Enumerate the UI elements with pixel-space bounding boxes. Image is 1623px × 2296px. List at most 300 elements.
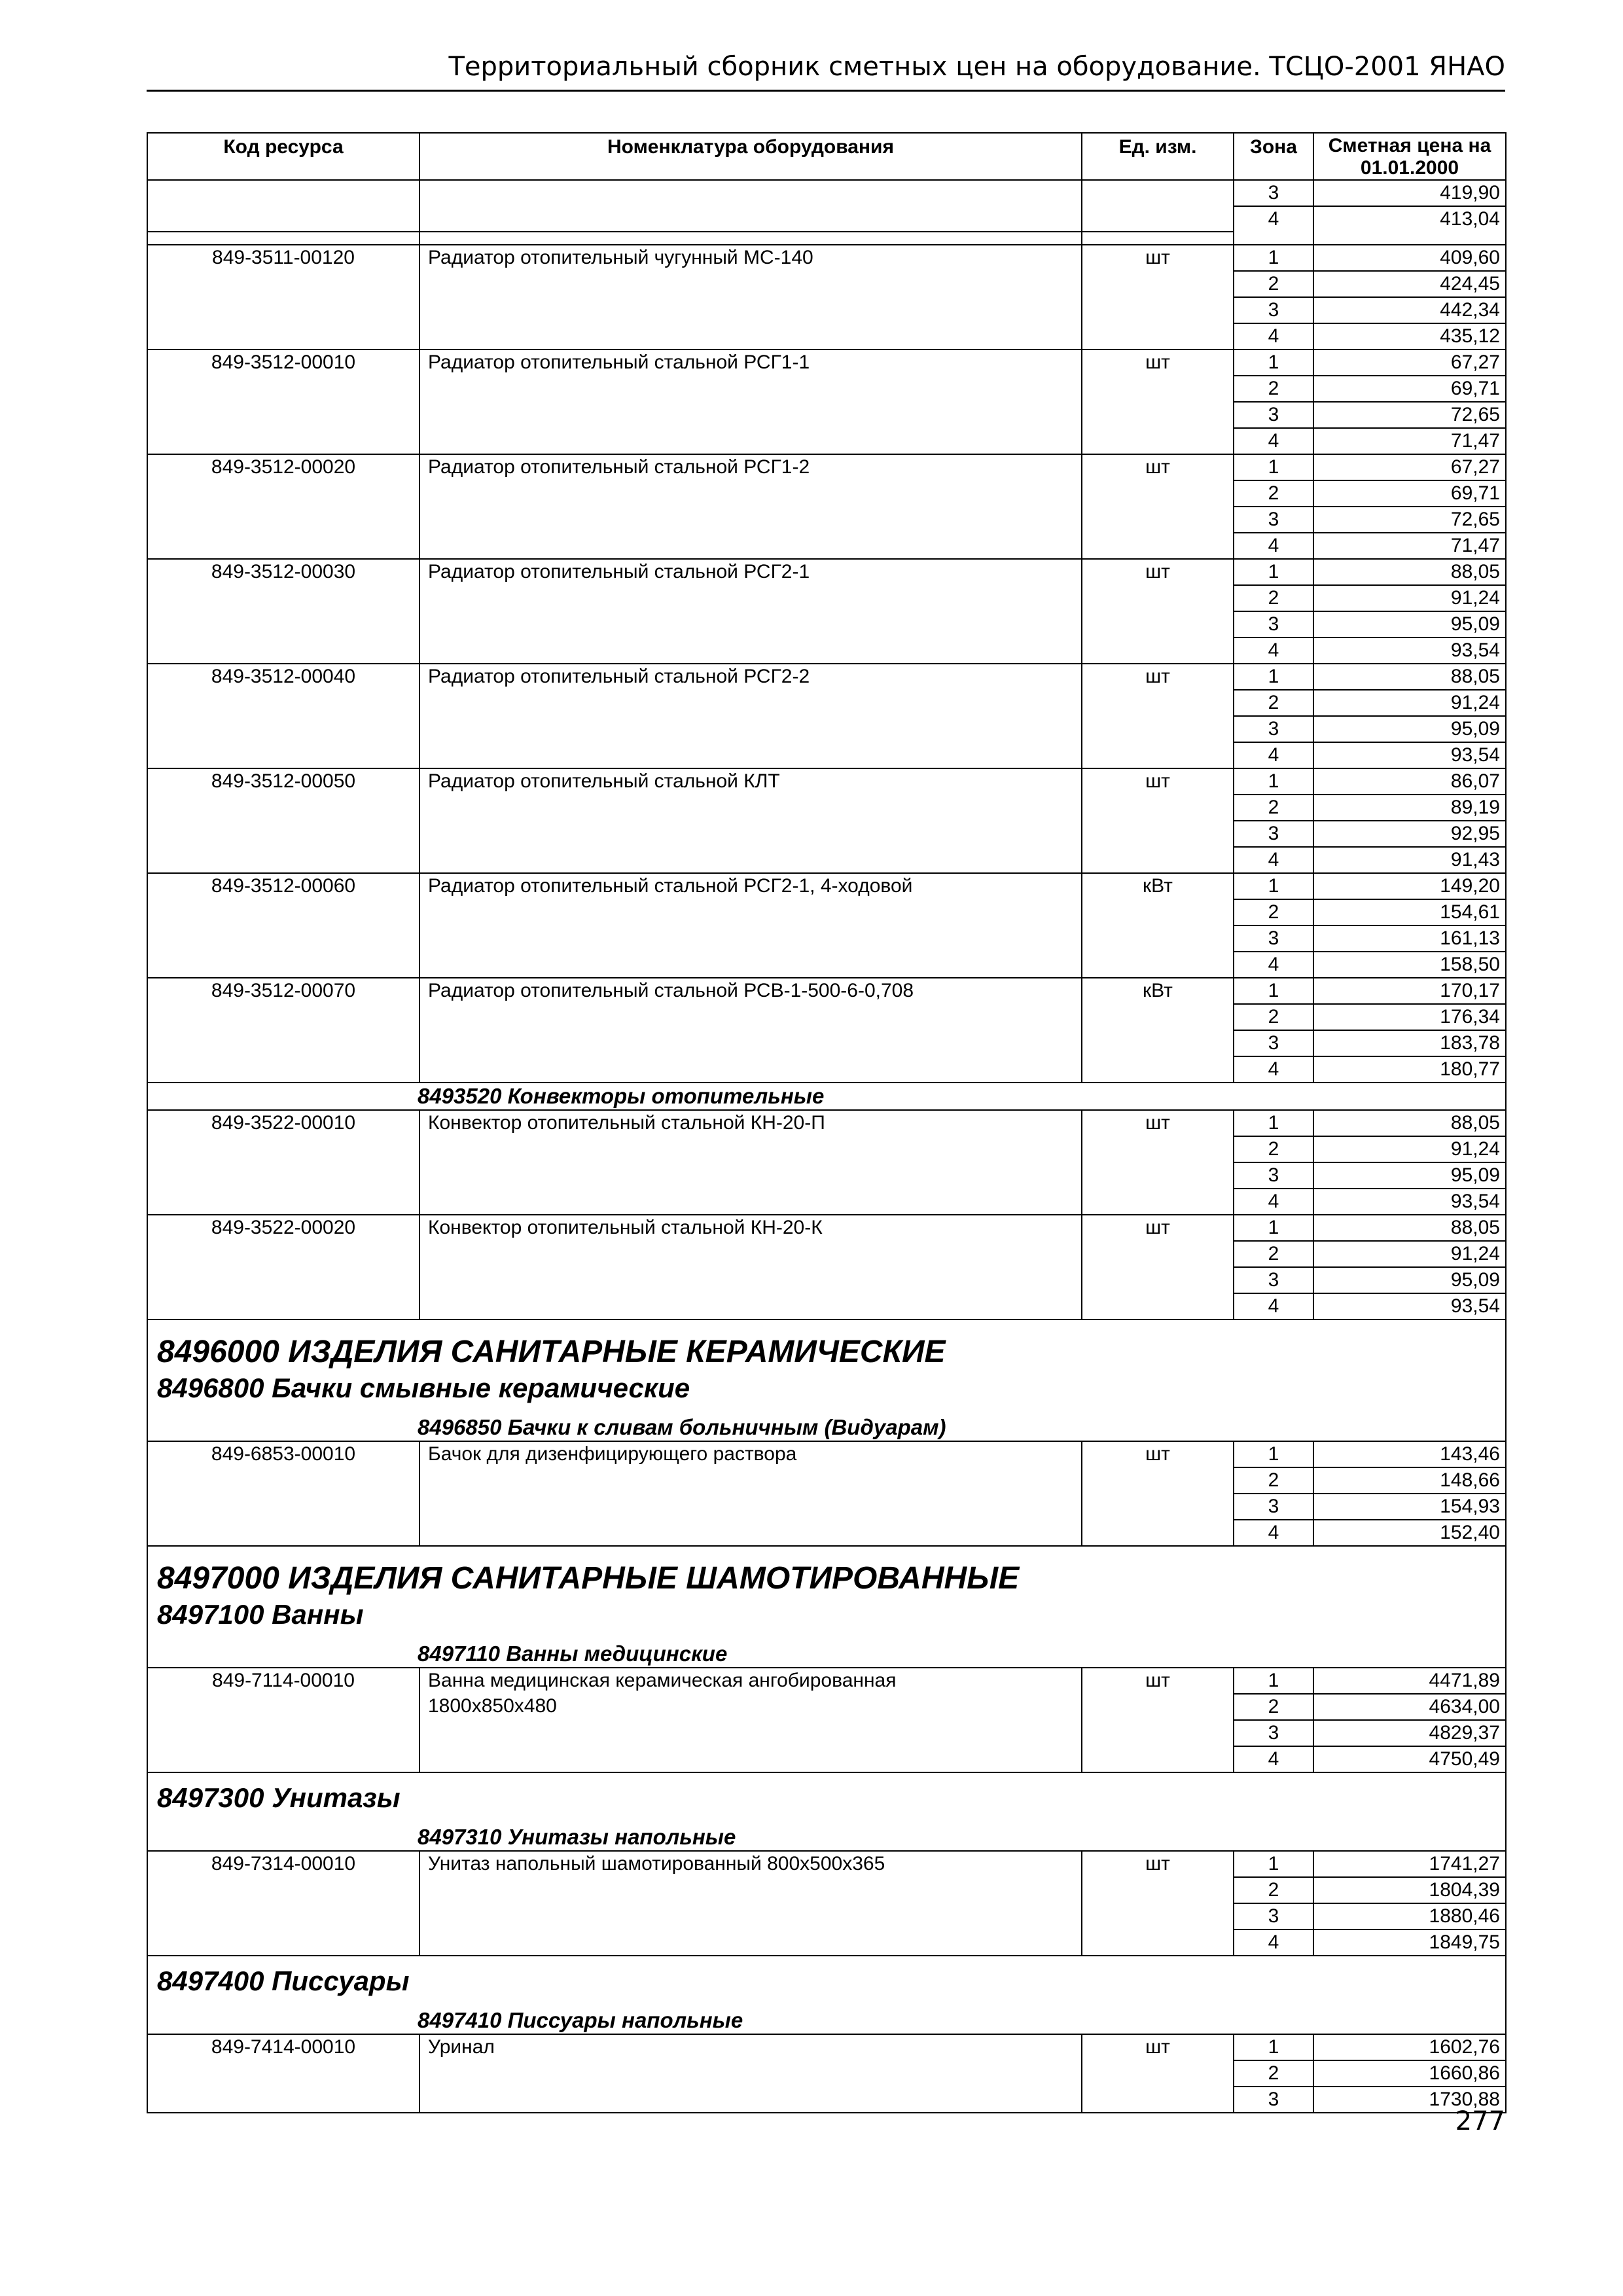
col-header-name: Номенклатура оборудования — [419, 133, 1082, 180]
item-name: Унитаз напольный шамотированный 800х500х365 — [419, 1851, 1082, 1877]
zone-row — [147, 1467, 1506, 1494]
section-heading: 8496000 ИЗДЕЛИЯ САНИТАРНЫЕ КЕРАМИЧЕСКИЕ — [147, 1319, 1506, 1371]
item-name: Радиатор отопительный стальной КЛТ — [419, 768, 1082, 795]
resource-code: 849-7314-00010 — [147, 1851, 419, 1877]
section-heading: 8497300 Унитазы — [147, 1772, 1506, 1815]
item-name: Радиатор отопительный стальной РСГ1-2 — [419, 454, 1082, 480]
resource-code-empty — [147, 428, 419, 454]
col-header-unit: Ед. изм. — [1082, 133, 1234, 180]
resource-code-empty — [147, 1877, 419, 1903]
price-cell: 183,78 — [1313, 1030, 1506, 1056]
item-name-cont — [419, 1056, 1082, 1083]
resource-code-empty — [147, 925, 419, 952]
item-name-cont — [419, 795, 1082, 821]
zone-row — [147, 376, 1506, 402]
spacer-cell — [1313, 232, 1506, 245]
table-row — [147, 873, 1506, 899]
resource-code-empty — [147, 1267, 419, 1293]
unit-cell-empty — [1082, 795, 1234, 821]
resource-code-empty — [147, 1189, 419, 1215]
item-name-cont — [419, 1267, 1082, 1293]
item-name-cont — [419, 480, 1082, 507]
zone-row — [147, 480, 1506, 507]
price-cell: 152,40 — [1313, 1520, 1506, 1546]
item-name-cont — [419, 952, 1082, 978]
unit-cell-empty — [1082, 297, 1234, 323]
price-cell: 88,05 — [1313, 664, 1506, 690]
unit-cell-empty — [1082, 742, 1234, 768]
zone-row — [147, 323, 1506, 350]
price-cell: 91,24 — [1313, 690, 1506, 716]
price-cell: 95,09 — [1313, 716, 1506, 742]
resource-code: 849-3511-00120 — [147, 245, 419, 271]
zone-cell: 1 — [1234, 1215, 1313, 1241]
resource-code-empty — [147, 533, 419, 559]
price-table-body — [147, 133, 1506, 2113]
item-name-cont — [419, 742, 1082, 768]
page-header — [147, 50, 1505, 92]
item-name-cont — [419, 428, 1082, 454]
price-cell: 435,12 — [1313, 323, 1506, 350]
item-name-cont — [419, 1720, 1082, 1746]
item-name-cont — [419, 716, 1082, 742]
item-name-cont — [419, 206, 1082, 232]
zone-row — [147, 1030, 1506, 1056]
zone-row — [147, 795, 1506, 821]
zone-row — [147, 1136, 1506, 1162]
resource-code-empty — [147, 1293, 419, 1319]
resource-code-empty — [147, 716, 419, 742]
section-heading: 8497410 Писсуары напольные — [147, 1998, 1506, 2034]
resource-code-empty — [147, 323, 419, 350]
resource-code-empty — [147, 2060, 419, 2087]
price-cell: 442,34 — [1313, 297, 1506, 323]
unit-cell-empty — [1082, 690, 1234, 716]
zone-cell: 3 — [1234, 611, 1313, 637]
resource-code-empty — [147, 1162, 419, 1189]
resource-code-empty — [147, 795, 419, 821]
spacer-row — [147, 232, 1506, 245]
unit-cell-empty — [1082, 1267, 1234, 1293]
item-name: Бачок для дизенфицирующего раствора — [419, 1441, 1082, 1467]
zone-cell: 3 — [1234, 1030, 1313, 1056]
zone-row — [147, 1162, 1506, 1189]
resource-code-empty — [147, 1694, 419, 1720]
zone-row — [147, 1877, 1506, 1903]
price-cell: 1602,76 — [1313, 2034, 1506, 2060]
unit-cell-empty — [1082, 376, 1234, 402]
unit-cell: кВт — [1082, 873, 1234, 899]
unit-cell: шт — [1082, 350, 1234, 376]
unit-cell-empty — [1082, 899, 1234, 925]
section-heading-row — [147, 1998, 1506, 2034]
unit-cell-empty — [1082, 533, 1234, 559]
item-name-cont — [419, 1929, 1082, 1956]
zone-cell: 3 — [1234, 925, 1313, 952]
zone-row — [147, 297, 1506, 323]
resource-code-empty — [147, 1241, 419, 1267]
unit-cell: шт — [1082, 559, 1234, 585]
zone-cell: 4 — [1234, 1746, 1313, 1772]
zone-cell: 3 — [1234, 2087, 1313, 2113]
unit-cell-empty — [1082, 271, 1234, 297]
price-table — [147, 132, 1507, 2113]
price-cell: 1880,46 — [1313, 1903, 1506, 1929]
zone-row — [147, 637, 1506, 664]
price-cell: 1849,75 — [1313, 1929, 1506, 1956]
unit-cell: шт — [1082, 1110, 1234, 1136]
resource-code: 849-3522-00020 — [147, 1215, 419, 1241]
zone-row — [147, 585, 1506, 611]
price-cell: 95,09 — [1313, 611, 1506, 637]
zone-cell: 1 — [1234, 1668, 1313, 1694]
resource-code: 849-3512-00050 — [147, 768, 419, 795]
item-name-cont — [419, 925, 1082, 952]
zone-row — [147, 533, 1506, 559]
resource-code-empty — [147, 742, 419, 768]
section-heading: 8497110 Ванны медицинские — [147, 1632, 1506, 1668]
section-heading: 8493520 Конвекторы отопительные — [147, 1083, 1506, 1110]
item-name-cont — [419, 690, 1082, 716]
table-row — [147, 978, 1506, 1004]
price-cell: 413,04 — [1313, 206, 1506, 232]
unit-cell-empty — [1082, 1494, 1234, 1520]
price-cell: 180,77 — [1313, 1056, 1506, 1083]
zone-cell: 2 — [1234, 1136, 1313, 1162]
zone-cell: 2 — [1234, 1004, 1313, 1030]
table-row — [147, 180, 1506, 206]
zone-row — [147, 1694, 1506, 1720]
resource-code-empty — [147, 1056, 419, 1083]
unit-cell-empty — [1082, 1004, 1234, 1030]
unit-cell-empty — [1082, 507, 1234, 533]
zone-cell: 2 — [1234, 1467, 1313, 1494]
unit-cell-empty — [1082, 925, 1234, 952]
price-cell: 4829,37 — [1313, 1720, 1506, 1746]
item-name-cont — [419, 297, 1082, 323]
zone-cell: 2 — [1234, 585, 1313, 611]
price-cell: 409,60 — [1313, 245, 1506, 271]
price-cell: 93,54 — [1313, 1189, 1506, 1215]
price-cell: 91,24 — [1313, 1241, 1506, 1267]
price-cell: 89,19 — [1313, 795, 1506, 821]
zone-cell: 3 — [1234, 1267, 1313, 1293]
zone-cell: 2 — [1234, 899, 1313, 925]
table-row — [147, 2034, 1506, 2060]
unit-cell — [1082, 180, 1234, 206]
table-row — [147, 1851, 1506, 1877]
unit-cell-empty — [1082, 1467, 1234, 1494]
spacer-cell — [1082, 232, 1234, 245]
zone-cell: 4 — [1234, 637, 1313, 664]
zone-cell: 3 — [1234, 1494, 1313, 1520]
zone-cell: 3 — [1234, 1903, 1313, 1929]
price-cell: 1660,86 — [1313, 2060, 1506, 2087]
price-cell: 67,27 — [1313, 350, 1506, 376]
item-name-cont — [419, 1189, 1082, 1215]
resource-code-empty — [147, 611, 419, 637]
zone-row — [147, 1056, 1506, 1083]
document-title: Территориальный сборник сметных цен на оборудование. ТСЦО-2001 ЯНАО — [448, 52, 1505, 82]
resource-code: 849-3512-00010 — [147, 350, 419, 376]
zone-row — [147, 1903, 1506, 1929]
item-name-cont — [419, 611, 1082, 637]
unit-cell: кВт — [1082, 978, 1234, 1004]
resource-code: 849-7114-00010 — [147, 1668, 419, 1694]
resource-code-empty — [147, 585, 419, 611]
resource-code-empty — [147, 206, 419, 232]
zone-row — [147, 1520, 1506, 1546]
unit-cell-empty — [1082, 585, 1234, 611]
price-cell: 91,43 — [1313, 847, 1506, 873]
zone-cell: 1 — [1234, 454, 1313, 480]
unit-cell-empty — [1082, 1241, 1234, 1267]
zone-cell: 1 — [1234, 873, 1313, 899]
price-cell: 158,50 — [1313, 952, 1506, 978]
section-heading-row — [147, 1632, 1506, 1668]
table-row — [147, 559, 1506, 585]
spacer-cell — [419, 232, 1082, 245]
zone-cell: 3 — [1234, 716, 1313, 742]
unit-cell-empty — [1082, 952, 1234, 978]
zone-cell: 4 — [1234, 847, 1313, 873]
price-cell: 4471,89 — [1313, 1668, 1506, 1694]
resource-code-empty — [147, 1746, 419, 1772]
price-cell: 4750,49 — [1313, 1746, 1506, 1772]
item-name: Радиатор отопительный чугунный МС-140 — [419, 245, 1082, 271]
resource-code: 849-3512-00030 — [147, 559, 419, 585]
zone-row — [147, 1746, 1506, 1772]
resource-code-empty — [147, 507, 419, 533]
price-cell: 72,65 — [1313, 402, 1506, 428]
section-heading: 8496850 Бачки к сливам больничным (Видуарам) — [147, 1405, 1506, 1441]
price-cell: 91,24 — [1313, 1136, 1506, 1162]
item-name: Конвектор отопительный стальной КН-20-К — [419, 1215, 1082, 1241]
section-heading: 8497310 Унитазы напольные — [147, 1815, 1506, 1851]
item-name-cont — [419, 899, 1082, 925]
price-cell: 93,54 — [1313, 637, 1506, 664]
zone-row — [147, 1929, 1506, 1956]
section-heading: 8497100 Ванны — [147, 1598, 1506, 1632]
unit-cell: шт — [1082, 1668, 1234, 1694]
col-header-zone: Зона — [1234, 133, 1313, 180]
table-row — [147, 350, 1506, 376]
resource-code-empty — [147, 1720, 419, 1746]
price-cell: 143,46 — [1313, 1441, 1506, 1467]
item-name: Конвектор отопительный стальной КН-20-П — [419, 1110, 1082, 1136]
zone-cell: 3 — [1234, 180, 1313, 206]
item-name-cont — [419, 1136, 1082, 1162]
zone-row — [147, 1267, 1506, 1293]
zone-cell: 2 — [1234, 1877, 1313, 1903]
zone-cell: 2 — [1234, 795, 1313, 821]
item-name-cont — [419, 2087, 1082, 2113]
resource-code — [147, 180, 419, 206]
zone-cell: 1 — [1234, 245, 1313, 271]
unit-cell-empty — [1082, 1720, 1234, 1746]
item-name-cont — [419, 1494, 1082, 1520]
zone-row — [147, 899, 1506, 925]
item-name-cont — [419, 1162, 1082, 1189]
zone-cell: 2 — [1234, 690, 1313, 716]
price-cell: 71,47 — [1313, 428, 1506, 454]
zone-cell: 2 — [1234, 480, 1313, 507]
zone-cell: 3 — [1234, 1720, 1313, 1746]
item-name-cont — [419, 1877, 1082, 1903]
unit-cell-empty — [1082, 1520, 1234, 1546]
zone-row — [147, 2087, 1506, 2113]
zone-row — [147, 271, 1506, 297]
price-cell: 1741,27 — [1313, 1851, 1506, 1877]
unit-cell: шт — [1082, 664, 1234, 690]
section-heading-row — [147, 1319, 1506, 1371]
zone-cell: 1 — [1234, 1441, 1313, 1467]
item-name: Радиатор отопительный стальной РСГ2-1, 4-ходовой — [419, 873, 1082, 899]
price-cell: 148,66 — [1313, 1467, 1506, 1494]
resource-code: 849-3512-00060 — [147, 873, 419, 899]
price-cell: 149,20 — [1313, 873, 1506, 899]
zone-row — [147, 925, 1506, 952]
zone-cell: 1 — [1234, 978, 1313, 1004]
item-name — [419, 180, 1082, 206]
unit-cell-empty — [1082, 716, 1234, 742]
price-cell: 161,13 — [1313, 925, 1506, 952]
price-cell: 154,93 — [1313, 1494, 1506, 1520]
item-name-cont — [419, 376, 1082, 402]
resource-code-empty — [147, 847, 419, 873]
table-row — [147, 1668, 1506, 1694]
unit-cell-empty — [1082, 2060, 1234, 2087]
zone-cell: 1 — [1234, 2034, 1313, 2060]
zone-cell: 3 — [1234, 821, 1313, 847]
table-row — [147, 1441, 1506, 1467]
table-row — [147, 454, 1506, 480]
header-rule — [147, 90, 1505, 92]
section-heading: 8497400 Писсуары — [147, 1956, 1506, 1998]
zone-row — [147, 1293, 1506, 1319]
unit-cell-empty — [1082, 1903, 1234, 1929]
item-name-cont — [419, 585, 1082, 611]
zone-cell: 4 — [1234, 1293, 1313, 1319]
unit-cell-empty — [1082, 1162, 1234, 1189]
zone-row — [147, 428, 1506, 454]
unit-cell-empty — [1082, 480, 1234, 507]
unit-cell-empty — [1082, 1189, 1234, 1215]
zone-row — [147, 206, 1506, 232]
zone-row — [147, 742, 1506, 768]
price-cell: 93,54 — [1313, 742, 1506, 768]
section-heading-row — [147, 1956, 1506, 1998]
spacer-cell — [147, 232, 419, 245]
zone-row — [147, 821, 1506, 847]
zone-row — [147, 1241, 1506, 1267]
zone-cell: 2 — [1234, 1241, 1313, 1267]
zone-cell: 1 — [1234, 559, 1313, 585]
unit-cell-empty — [1082, 402, 1234, 428]
item-name-cont — [419, 1030, 1082, 1056]
resource-code-empty — [147, 690, 419, 716]
price-cell: 424,45 — [1313, 271, 1506, 297]
table-row — [147, 1110, 1506, 1136]
price-cell: 176,34 — [1313, 1004, 1506, 1030]
unit-cell-empty — [1082, 1929, 1234, 1956]
unit-cell: шт — [1082, 2034, 1234, 2060]
zone-cell: 4 — [1234, 533, 1313, 559]
zone-row — [147, 2060, 1506, 2087]
price-cell: 88,05 — [1313, 1215, 1506, 1241]
item-name-cont — [419, 1241, 1082, 1267]
price-cell: 67,27 — [1313, 454, 1506, 480]
zone-cell: 3 — [1234, 507, 1313, 533]
item-name: Радиатор отопительный стальной РСГ2-2 — [419, 664, 1082, 690]
unit-cell-empty — [1082, 2087, 1234, 2113]
zone-cell: 4 — [1234, 1520, 1313, 1546]
unit-cell-empty — [1082, 1694, 1234, 1720]
unit-cell: шт — [1082, 1441, 1234, 1467]
item-name: Радиатор отопительный стальной РСГ1-1 — [419, 350, 1082, 376]
zone-cell: 4 — [1234, 1056, 1313, 1083]
resource-code-empty — [147, 1929, 419, 1956]
zone-row — [147, 1720, 1506, 1746]
table-header-row — [147, 133, 1506, 180]
table-row — [147, 1215, 1506, 1241]
resource-code: 849-3512-00040 — [147, 664, 419, 690]
table-row — [147, 664, 1506, 690]
unit-cell-empty — [1082, 206, 1234, 232]
resource-code-empty — [147, 402, 419, 428]
zone-cell: 3 — [1234, 297, 1313, 323]
item-name-cont — [419, 1004, 1082, 1030]
zone-row — [147, 847, 1506, 873]
price-cell: 69,71 — [1313, 376, 1506, 402]
unit-cell: шт — [1082, 245, 1234, 271]
zone-cell: 4 — [1234, 742, 1313, 768]
resource-code-empty — [147, 376, 419, 402]
resource-code-empty — [147, 1136, 419, 1162]
page-number: 277 — [1455, 2106, 1505, 2136]
zone-cell: 2 — [1234, 376, 1313, 402]
price-cell: 95,09 — [1313, 1162, 1506, 1189]
section-heading-row — [147, 1815, 1506, 1851]
item-name-cont — [419, 533, 1082, 559]
item-name-cont — [419, 402, 1082, 428]
item-name-cont — [419, 507, 1082, 533]
resource-code: 849-3522-00010 — [147, 1110, 419, 1136]
resource-code-empty — [147, 1520, 419, 1546]
zone-row — [147, 690, 1506, 716]
zone-cell: 1 — [1234, 1851, 1313, 1877]
resource-code-empty — [147, 1903, 419, 1929]
zone-cell: 4 — [1234, 206, 1313, 232]
col-header-price: Сметная цена на 01.01.2000 — [1313, 133, 1506, 180]
col-header-code: Код ресурса — [147, 133, 419, 180]
resource-code-empty — [147, 271, 419, 297]
unit-cell: шт — [1082, 768, 1234, 795]
section-heading-row — [147, 1371, 1506, 1405]
price-cell: 1730,88 — [1313, 2087, 1506, 2113]
item-name-cont — [419, 847, 1082, 873]
unit-cell-empty — [1082, 323, 1234, 350]
unit-cell-empty — [1082, 1136, 1234, 1162]
unit-cell-empty — [1082, 1293, 1234, 1319]
zone-cell: 2 — [1234, 1694, 1313, 1720]
item-name: Радиатор отопительный стальной РСГ2-1 — [419, 559, 1082, 585]
item-name-cont — [419, 1746, 1082, 1772]
zone-row — [147, 402, 1506, 428]
price-cell: 154,61 — [1313, 899, 1506, 925]
zone-row — [147, 1004, 1506, 1030]
zone-row — [147, 507, 1506, 533]
